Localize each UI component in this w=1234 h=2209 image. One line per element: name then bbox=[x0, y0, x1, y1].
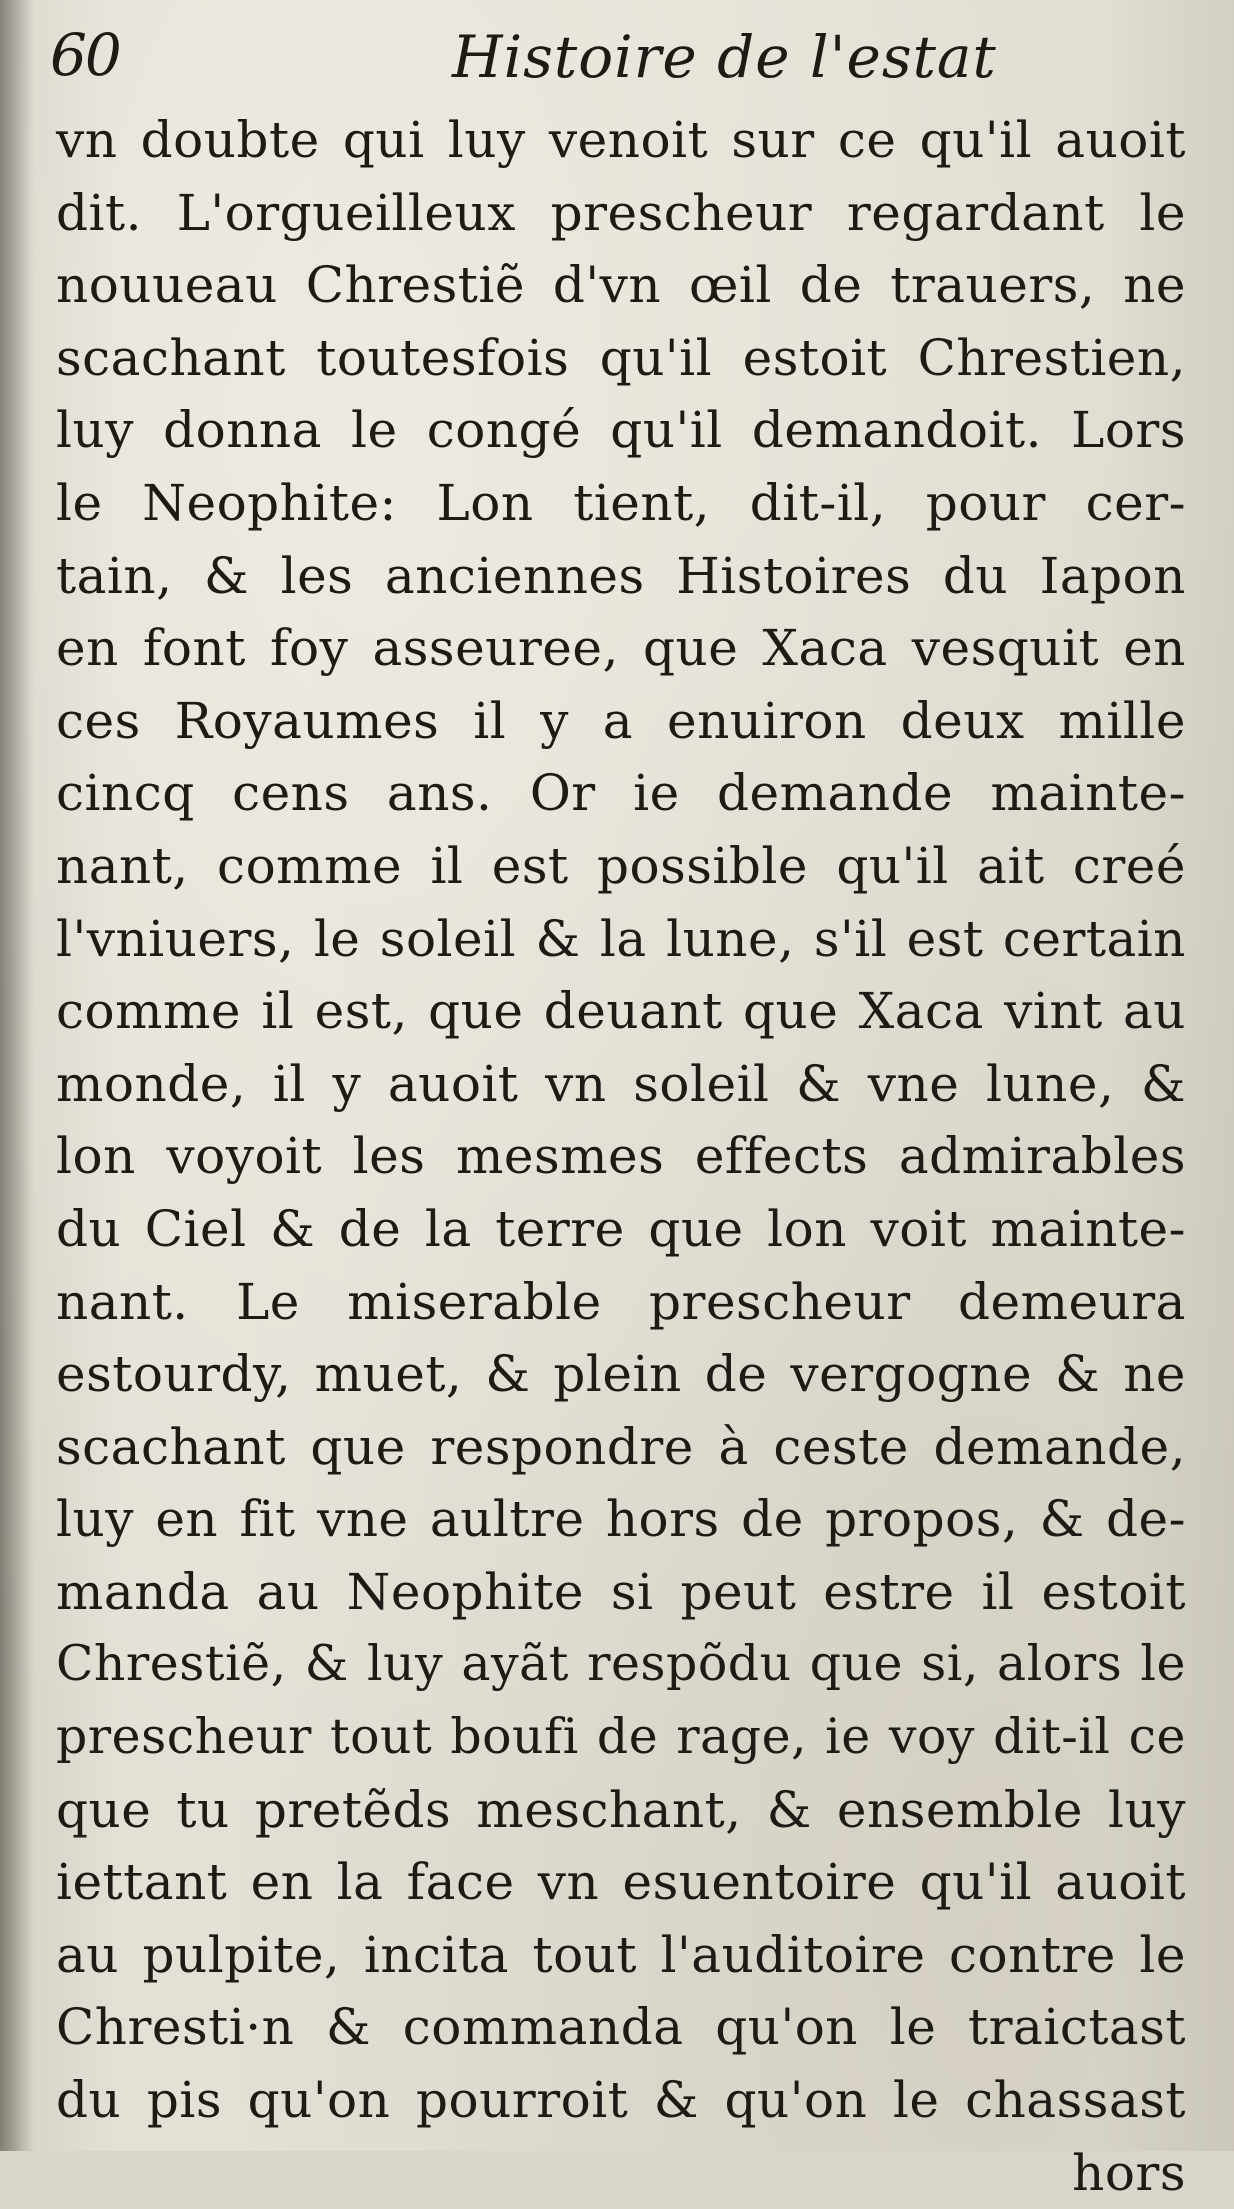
binding-gutter-shadow bbox=[0, 0, 34, 2151]
text-line: nant, comme il est possible qu'il ait creé bbox=[56, 836, 1186, 895]
text-line: Chresti·n & commanda qu'on le traictast bbox=[56, 1998, 1186, 2057]
text-line: iettant en la face vn esuentoire qu'il auoit bbox=[56, 1853, 1186, 1912]
text-line: le Neophite: Lon tient, dit-il, pour cer- bbox=[56, 473, 1186, 532]
text-line: l'vniuers, le soleil & la lune, s'il est certain bbox=[56, 909, 1186, 968]
text-line: monde, il y auoit vn soleil & vne lune, & bbox=[56, 1054, 1186, 1113]
text-line: cincq cens ans. Or ie demande mainte- bbox=[56, 764, 1186, 823]
text-line: manda au Neophite si peut estre il estoit bbox=[56, 1562, 1186, 1621]
text-line: en font foy asseuree, que Xaca vesquit en bbox=[56, 619, 1186, 678]
text-line: tain, & les anciennes Histoires du Iapon bbox=[56, 546, 1186, 605]
body-text bbox=[56, 104, 1186, 2209]
text-line: au pulpite, incita tout l'auditoire contre le bbox=[56, 1925, 1186, 1984]
text-line: scachant toutesfois qu'il estoit Chrestien, bbox=[56, 328, 1186, 387]
text-line: Chrestiẽ, & luy ayãt respõdu que si, alors le bbox=[56, 1635, 1186, 1693]
text-line: vn doubte qui luy venoit sur ce qu'il auoit bbox=[56, 111, 1186, 169]
running-head: Histoire de l'estat bbox=[452, 23, 997, 91]
text-line: dit. L'orgueilleux prescheur regardant le bbox=[56, 183, 1186, 242]
page-number: 60 bbox=[50, 21, 120, 89]
text-line: prescheur tout boufi de rage, ie voy dit-il ce bbox=[56, 1708, 1186, 1766]
text-line: luy en fit vne aultre hors de propos, & de- bbox=[56, 1490, 1186, 1549]
catchword: hors bbox=[1072, 2143, 1186, 2202]
text-line: du Ciel & de la terre que lon voit mainte- bbox=[56, 1199, 1186, 1258]
text-line: ces Royaumes il y a enuiron deux mille bbox=[56, 691, 1186, 750]
text-line: nouueau Chrestiẽ d'vn œil de trauers, ne bbox=[56, 256, 1186, 315]
text-line: estourdy, muet, & plein de vergogne & ne bbox=[56, 1345, 1186, 1404]
text-line: du pis qu'on pourroit & qu'on le chassast bbox=[56, 2071, 1186, 2130]
text-line: scachant que respondre à ceste demande, bbox=[56, 1417, 1186, 1476]
text-line: que tu pretẽds meschant, & ensemble luy bbox=[56, 1780, 1186, 1839]
text-line: nant. Le miserable prescheur demeura bbox=[56, 1272, 1186, 1331]
text-line: luy donna le congé qu'il demandoit. Lors bbox=[56, 401, 1186, 460]
text-line: lon voyoit les mesmes effects admirables bbox=[56, 1127, 1186, 1186]
text-line: comme il est, que deuant que Xaca vint au bbox=[56, 982, 1186, 1041]
